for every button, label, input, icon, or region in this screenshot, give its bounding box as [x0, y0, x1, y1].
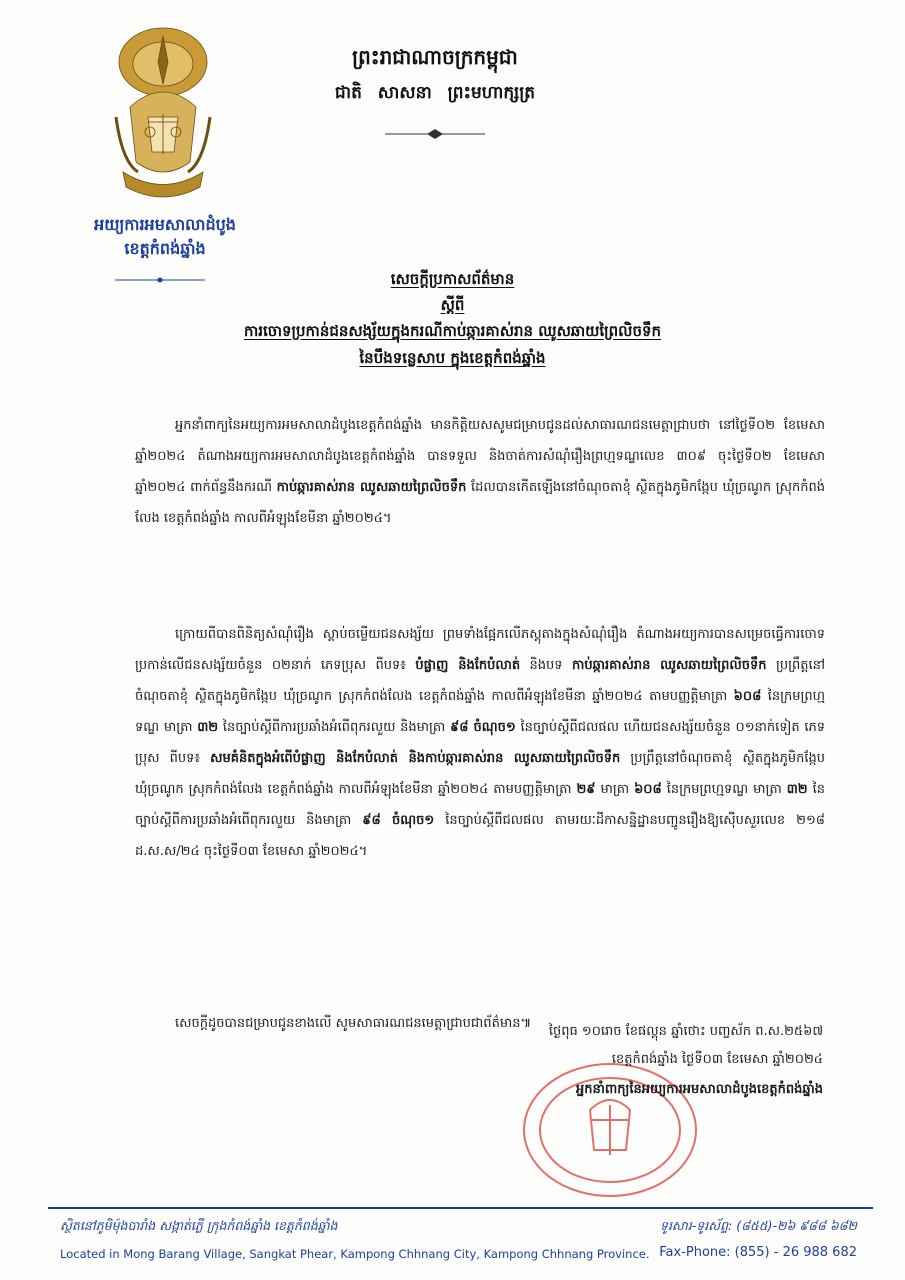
ornament-divider-icon	[385, 128, 485, 140]
paragraph-3: សេចក្តីដូចបានជម្រាបជូនខាងលើ សូមសាធារណជនមេត្តាជ្រាបជាព័ត៌មាន៕	[175, 1016, 532, 1031]
paragraph-2: ក្រោយពីបានពិនិត្យសំណុំរឿង ស្តាប់ចម្លើយជនសង្ស័យ ព្រមទាំងផ្អែកលើភស្តុតាងក្នុងសំណុំរឿង តំណាងអយ្យការបានសម្រេចធ្វើការចោទប្រកាន់លើជនសង្ស័យចំនួន ០២នាក់ ភេទប្រុស ពីបទ៖ បំផ្លាញ និងកែបំលាត់ និងបទ កាប់ឆ្ការគាស់រាន ឈូសឆាយព្រៃលិចទឹក ប្រព្រឹត្តនៅចំណុចតាខុំ ស្ថិតក្នុងភូមិកង្កែប ឃុំច្រណូក ស្រុកកំពង់លែង ខេត្តកំពង់ឆ្នាំង កាលពីអំឡុងខែមីនា ឆ្នាំ២០២៤ តាមបញ្ញត្តិមាត្រា ៦០៨ នៃក្រមព្រហ្មទណ្ឌ មាត្រា ៣២ នៃច្បាប់ស្តីពីការប្រឆាំងអំពើពុករលួយ និងមាត្រា ៩៨ ចំណុច១ នៃច្បាប់ស្តីពីជលផល ហើយជនសង្ស័យចំនួន ០១នាក់ទៀត ភេទប្រុស ពីបទ៖ សមគំនិតក្នុងអំពើបំផ្លាញ និងកែបំលាត់ និងកាប់ឆ្ការគាស់រាន ឈូសឆាយព្រៃលិចទឹក ប្រព្រឹត្តនៅចំណុចតាខុំ ស្ថិតក្នុងភូមិកង្កែប ឃុំច្រណូក ស្រុកកំពង់លែង ខេត្តកំពង់ឆ្នាំង កាលពីអំឡុងខែមីនា ឆ្នាំ២០២៤ តាមបញ្ញត្តិមាត្រា ២៩ មាត្រា ៦០៨ នៃក្រមព្រហ្មទណ្ឌ មាត្រា ៣២ នៃច្បាប់ស្តីពីការប្រឆាំងអំពើពុករលួយ និងមាត្រា ៩៨ ចំណុច១ នៃច្បាប់ស្តីពីជលផល តាមរយៈដីកាសន្និដ្ឋានបញ្ជូនរឿងឱ្យស៊ើបសួរលេខ ២១៨ ដ.ស.ស/២៤ ចុះថ្ងៃទី០៣ ខែមេសា ឆ្នាំ២០២៤។	[135, 627, 826, 859]
lunar-date: ថ្ងៃពុធ ១០រោច ខែផល្គុន ឆ្នាំថោះ បញ្ចស័ក ព.ស.២៥៦៧	[548, 1024, 823, 1039]
kingdom-title: ព្រះរាជាណាចក្រកម្ពុជា	[352, 45, 518, 69]
title-subject-label: ស្តីពី	[440, 296, 465, 314]
title-subject-line-2: នៃបឹងទន្លេសាប ក្នុងខេត្តកំពង់ឆ្នាំង	[359, 349, 546, 367]
footer-phone-en: Fax-Phone: (855) - 26 988 682	[659, 1245, 857, 1260]
footer-divider	[48, 1207, 873, 1209]
paragraph-1: អ្នកនាំពាក្យនៃអយ្យការអមសាលាដំបូងខេត្តកំពង់ឆ្នាំង មានកិត្តិយសសូមជម្រាបជូនដល់សាធារណជនមេត្តាជ្រាបថា នៅថ្ងៃទី០២ ខែមេសា ឆ្នាំ២០២៤ តំណាងអយ្យការអមសាលាដំបូងខេត្តកំពង់ឆ្នាំង បានទទួល និងចាត់ការសំណុំរឿងព្រហ្មទណ្ឌលេខ ៣០៩ ចុះថ្ងៃទី០២ ខែមេសា ឆ្នាំ២០២៤ ពាក់ព័ន្ធនឹងករណី កាប់ឆ្ការគាស់រាន ឈូសឆាយព្រៃលិចទឹក ដែលបានកើតឡើងនៅចំណុចតាខុំ ស្ថិតក្នុងភូមិកង្កែប ឃុំច្រណូក ស្រុកកំពង់លែង ខេត្តកំពង់ឆ្នាំង កាលពីអំឡុងខែមីនា ឆ្នាំ២០២៤។	[135, 418, 825, 526]
footer-address-km: ស្ថិតនៅភូមិម៉ុងបារាំង សង្កាត់ភ្លើ ក្រុងកំពង់ឆ្នាំង ខេត្តកំពង់ឆ្នាំង	[60, 1218, 338, 1233]
office-name-line-2: ខេត្តកំពង់ឆ្នាំង	[124, 239, 206, 258]
footer-address-en: Located in Mong Barang Village, Sangkat Phear, Kampong Chhnang City, Kampong Chhnang Province.	[60, 1247, 650, 1261]
footer-phone-km: ទូរសារ-ទូរស័ព្ទ: (៨៥៥)-២៦ ៩៨៨ ៦៨២	[660, 1218, 857, 1233]
document-title: សេចក្តីប្រកាសព័ត៌មាន	[390, 270, 515, 288]
title-subject-line-1: ការចោទប្រកាន់ជនសង្ស័យក្នុងករណីកាប់ឆ្ការគាស់រាន ឈូសឆាយព្រៃលិចទឹក	[243, 322, 662, 340]
ministry-emblem-icon	[108, 22, 218, 207]
office-name-line-1: អយ្យការអមសាលាដំបូង	[94, 215, 236, 234]
signer-title: អ្នកនាំពាក្យនៃអយ្យការអមសាលាដំបូងខេត្តកំពង់ឆ្នាំង	[575, 1082, 823, 1097]
kingdom-motto: ជាតិ សាសនា ព្រះមហាក្សត្រ	[334, 83, 536, 103]
solar-date: ខេត្តកំពង់ឆ្នាំង ថ្ងៃទី០៣ ខែមេសា ឆ្នាំ២០២៤	[611, 1052, 823, 1067]
